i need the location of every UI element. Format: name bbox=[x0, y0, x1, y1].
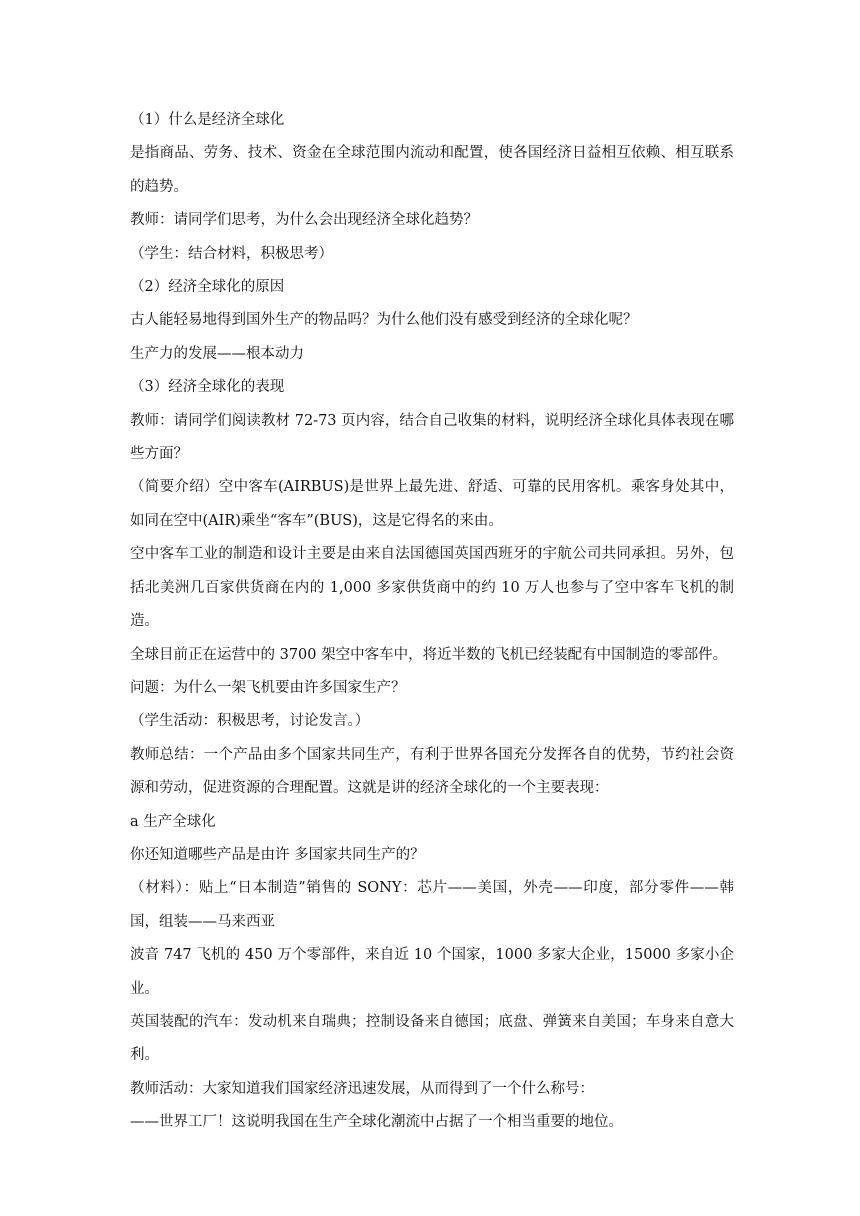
paragraph-ancient-question: 古人能轻易地得到国外生产的物品吗？为什么他们没有感受到经济的全球化呢？ bbox=[130, 312, 638, 329]
paragraph-teacher-summary: 教师总结：一个产品由多个国家共同生产，有利于世界各国充分发挥各自的优势，节约社会资源和劳动，促进资源的合理配置。这就是讲的经济全球化的一个主要表现： bbox=[130, 746, 734, 797]
paragraph-airbus-manufacturing: 空中客车工业的制造和设计主要是由来自法国德国英国西班牙的宇航公司共同承担。另外，包括北美洲几百家供货商在内的 1,000 多家供货商中的约 10 万人也参与了空中客车飞机的制造。 bbox=[130, 546, 734, 630]
paragraph-question: 问题：为什么一架飞机要由许多国家生产？ bbox=[130, 679, 406, 696]
heading-causes: （2）经济全球化的原因 bbox=[130, 279, 285, 296]
paragraph-textbook-reading: 教师：请同学们阅读教材 72-73 页内容，结合自己收集的材料，说明经济全球化具体表现在哪些方面？ bbox=[130, 412, 734, 463]
heading-definition: （1）什么是经济全球化 bbox=[130, 112, 285, 128]
paragraph-airbus-intro: （简要介绍）空中客车(AIRBUS)是世界上最先进、舒适、可靠的民用客机。乘客身处其中，如同在空中(AIR)乘坐“客车”(BUS)，这是它得名的来由。 bbox=[130, 479, 734, 529]
paragraph-teacher-activity: 教师活动：大家知道我们国家经济迅速发展，从而得到了一个什么称号： bbox=[130, 1080, 594, 1097]
paragraph-british-car: 英国装配的汽车：发动机来自瑞典；控制设备来自德国；底盘、弹簧来自美国；车身来自意大利。 bbox=[130, 1013, 734, 1064]
paragraph-student-activity: （学生：结合材料，积极思考） bbox=[130, 245, 333, 262]
paragraph-driving-force: 生产力的发展——根本动力 bbox=[130, 345, 304, 362]
paragraph-airbus-china-parts: 全球目前正在运营中的 3700 架空中客车中，将近半数的飞机已经装配有中国制造的零部件。 bbox=[130, 646, 728, 663]
paragraph-boeing-747: 波音 747 飞机的 450 万个零部件，来自近 10 个国家，1000 多家大企业，15000 多家小企业。 bbox=[130, 947, 734, 997]
paragraph-sony-material: （材料）：贴上“日本制造”销售的 SONY：芯片——美国，外壳——印度，部分零件——韩国，组装——马来西亚 bbox=[130, 880, 734, 930]
paragraph-student-discussion: （学生活动：积极思考，讨论发言。） bbox=[130, 713, 370, 730]
paragraph-teacher-question: 教师：请同学们思考，为什么会出现经济全球化趋势？ bbox=[130, 212, 478, 229]
paragraph-definition: 是指商品、劳务、技术、资金在全球范围内流动和配置，使各国经济日益相互依赖、相互联系的趋势。 bbox=[130, 145, 734, 195]
heading-production-globalization: a 生产全球化 bbox=[130, 813, 216, 830]
document-body bbox=[130, 104, 734, 1140]
paragraph-world-factory: ——世界工厂！这说明我国在生产全球化潮流中占据了一个相当重要的地位。 bbox=[130, 1114, 623, 1131]
heading-manifestations: （3）经济全球化的表现 bbox=[130, 379, 285, 396]
paragraph-other-products-question: 你还知道哪些产品是由许 多国家共同生产的？ bbox=[130, 846, 425, 863]
